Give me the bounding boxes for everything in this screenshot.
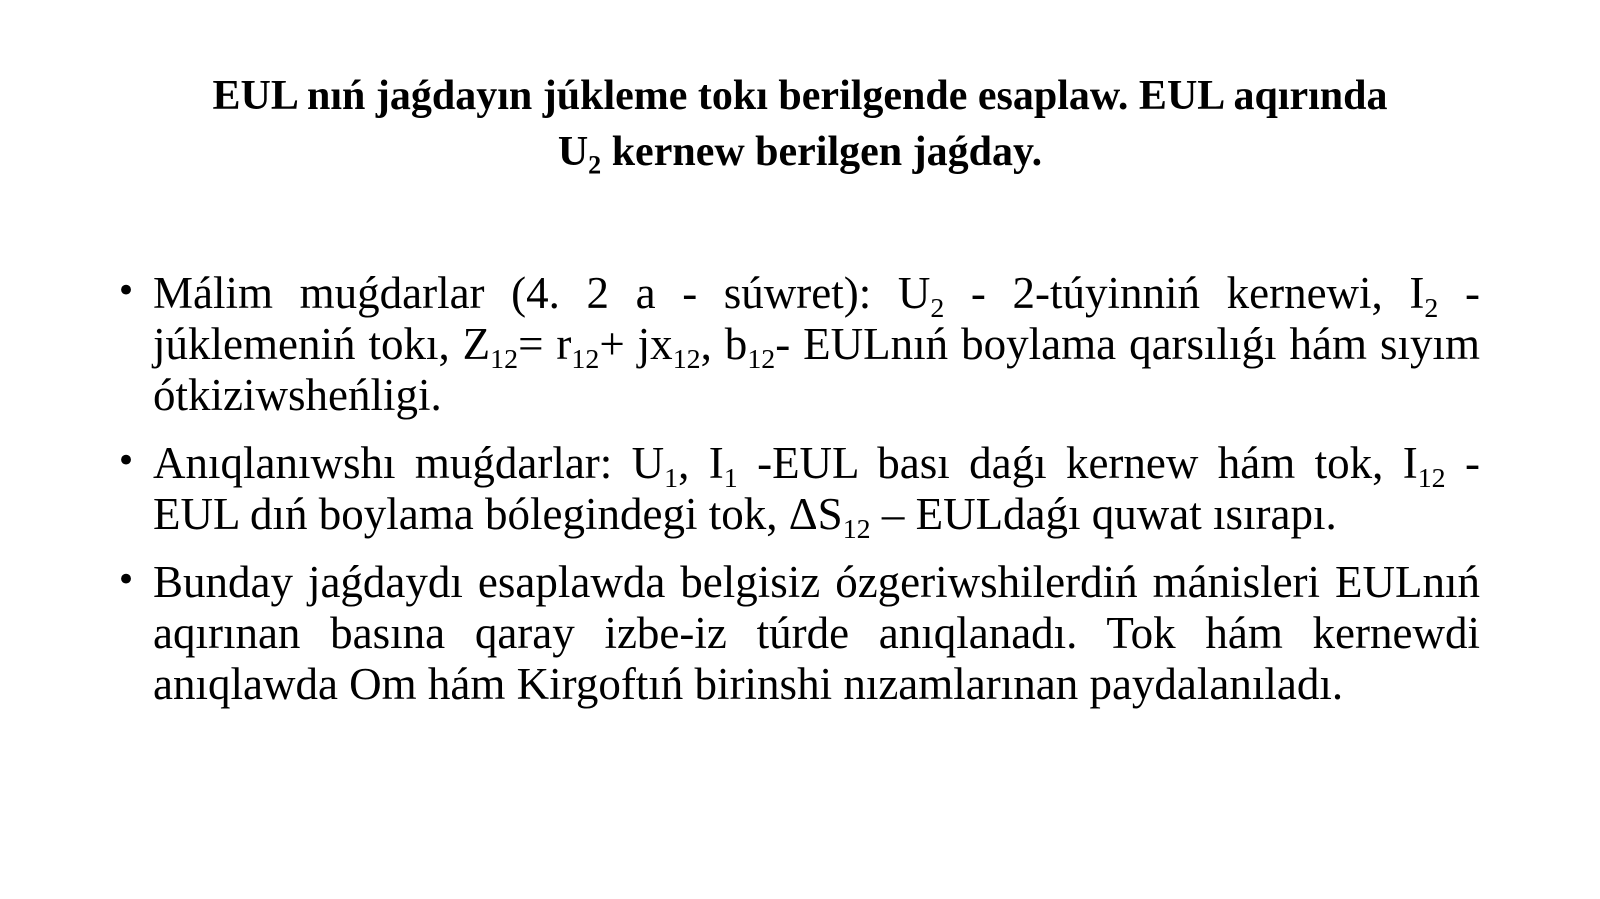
bullet-text: + jx (599, 319, 673, 369)
title-line-2-text: kernew berilgen jaǵday. (601, 129, 1043, 175)
bullet-text: -EUL bası daǵı kernew hám tok, I (737, 438, 1418, 488)
subscript: 12 (672, 343, 701, 375)
bullet-text: , b (700, 319, 748, 369)
subscript: 12 (571, 343, 600, 375)
bullet-dot: • (116, 560, 137, 600)
subscript: 1 (723, 462, 738, 494)
bullet-dot: • (116, 271, 137, 311)
bullet-item (116, 438, 1480, 545)
title-subscript: 2 (588, 150, 602, 180)
bullet-text: - 2-túyinniń kernewi, I (944, 268, 1425, 318)
bullet-text: - júklemeniń tokı, Z (153, 268, 1480, 369)
bullet-dot: • (116, 441, 137, 481)
subscript: 12 (490, 343, 519, 375)
subscript: 12 (1417, 462, 1446, 494)
subscript: 2 (1424, 292, 1439, 324)
bullet-text: Anıqlanıwshı muǵdarlar: U (153, 438, 665, 488)
bullet-text: = r (518, 319, 572, 369)
bullet-text: - EULnıń boylama qarsılıǵı hám sıyım ótkiziwsheńligi. (153, 319, 1481, 420)
title-line-1: EUL nıń jaǵdayın júkleme tokı berilgende esaplaw. EUL aqırında (212, 73, 1388, 119)
title-line-2 (557, 129, 1043, 180)
bullet-list (116, 268, 1480, 727)
bullet-text: – EULdaǵı quwat ısırapı. (870, 489, 1337, 539)
subscript: 12 (747, 343, 776, 375)
subscript: 1 (664, 462, 679, 494)
subscript: 12 (842, 513, 871, 545)
bullet-text: - EUL dıń boylama bólegindegi tok, ΔS (153, 438, 1480, 539)
bullet-item (116, 557, 1480, 710)
bullet-text: Málim muǵdarlar (4. 2 a - súwret): U (153, 268, 931, 318)
slide-title (100, 68, 1500, 180)
title-symbol: U (557, 129, 589, 175)
bullet-item (116, 268, 1480, 421)
bullet-text: Bunday jaǵdaydı esaplawda belgisiz ózgeriwshilerdiń mánisleri EULnıń aqırınan basına qaray izbe-iz túrde anıqlanadı. Tok hám kernewdi anıqlawda Om hám Kirgoftıń birinshi nızamlarınan paydalanıladı. (153, 557, 1480, 709)
bullet-text: , I (678, 438, 724, 488)
subscript: 2 (930, 292, 945, 324)
